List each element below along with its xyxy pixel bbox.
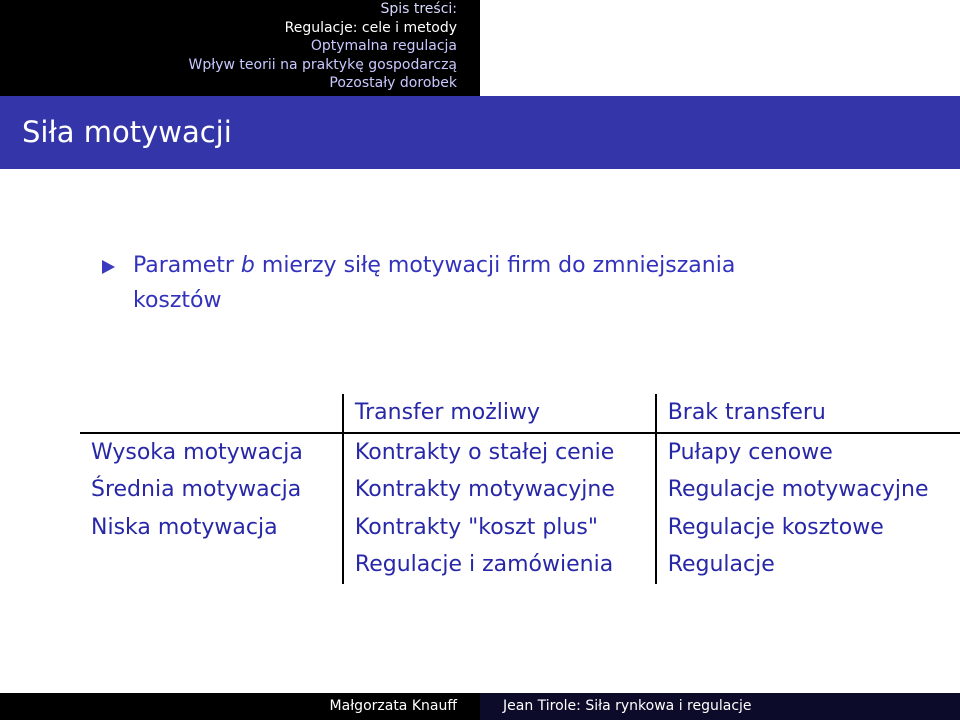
footer-talk-title: Jean Tirole: Siła rynkowa i regulacje	[503, 698, 752, 714]
column-header-no-transfer: Brak transferu	[656, 394, 960, 433]
table-row	[80, 509, 960, 547]
triangle-bullet-icon	[102, 260, 115, 274]
motivation-matrix-table	[80, 394, 960, 584]
row-label: Wysoka motywacja	[91, 439, 303, 465]
table-row	[80, 433, 960, 472]
section-list	[10, 0, 480, 93]
row-label: Średnia motywacja	[91, 477, 302, 503]
parameter-symbol: b	[240, 253, 255, 278]
table-cell: Regulacje kosztowe	[656, 509, 960, 547]
table-cell: Regulacje	[656, 546, 960, 584]
footer-author: Małgorzata Knauff	[329, 698, 457, 714]
section-link-cele-i-metody[interactable]: Regulacje: cele i metody	[284, 19, 457, 36]
table-cell: Kontrakty motywacyjne	[343, 471, 656, 509]
frame-title: Siła motywacji	[22, 115, 232, 149]
table-cell: Regulacje i zamówienia	[343, 546, 656, 584]
section-link-pozostaly-dorobek[interactable]: Pozostały dorobek	[329, 75, 457, 91]
table-cell: Kontrakty o stałej cenie	[343, 433, 656, 472]
table-row	[80, 546, 960, 584]
footer-author-panel	[0, 693, 480, 720]
table-cell: Regulacje motywacyjne	[656, 471, 960, 509]
table-cell: Kontrakty "koszt plus"	[343, 509, 656, 547]
row-label	[80, 546, 343, 584]
bullet-text: Parametr b mierzy siłę motywacji firm do zmniejszania kosztów	[133, 253, 736, 313]
section-link-wplyw-teorii[interactable]: Wpływ teorii na praktykę gospodarczą	[188, 56, 457, 73]
table-corner-cell	[80, 394, 343, 433]
navigation-blank-panel	[480, 0, 960, 96]
column-header-transfer-possible: Transfer możliwy	[343, 394, 656, 433]
section-list-heading: Spis treści:	[380, 1, 457, 17]
footer-title-panel	[480, 693, 960, 720]
section-link-optymalna-regulacja[interactable]: Optymalna regulacja	[310, 38, 457, 54]
table-row	[80, 471, 960, 509]
row-label: Niska motywacja	[91, 514, 278, 540]
table-header-row	[80, 394, 960, 433]
table-cell: Pułapy cenowe	[656, 433, 960, 472]
